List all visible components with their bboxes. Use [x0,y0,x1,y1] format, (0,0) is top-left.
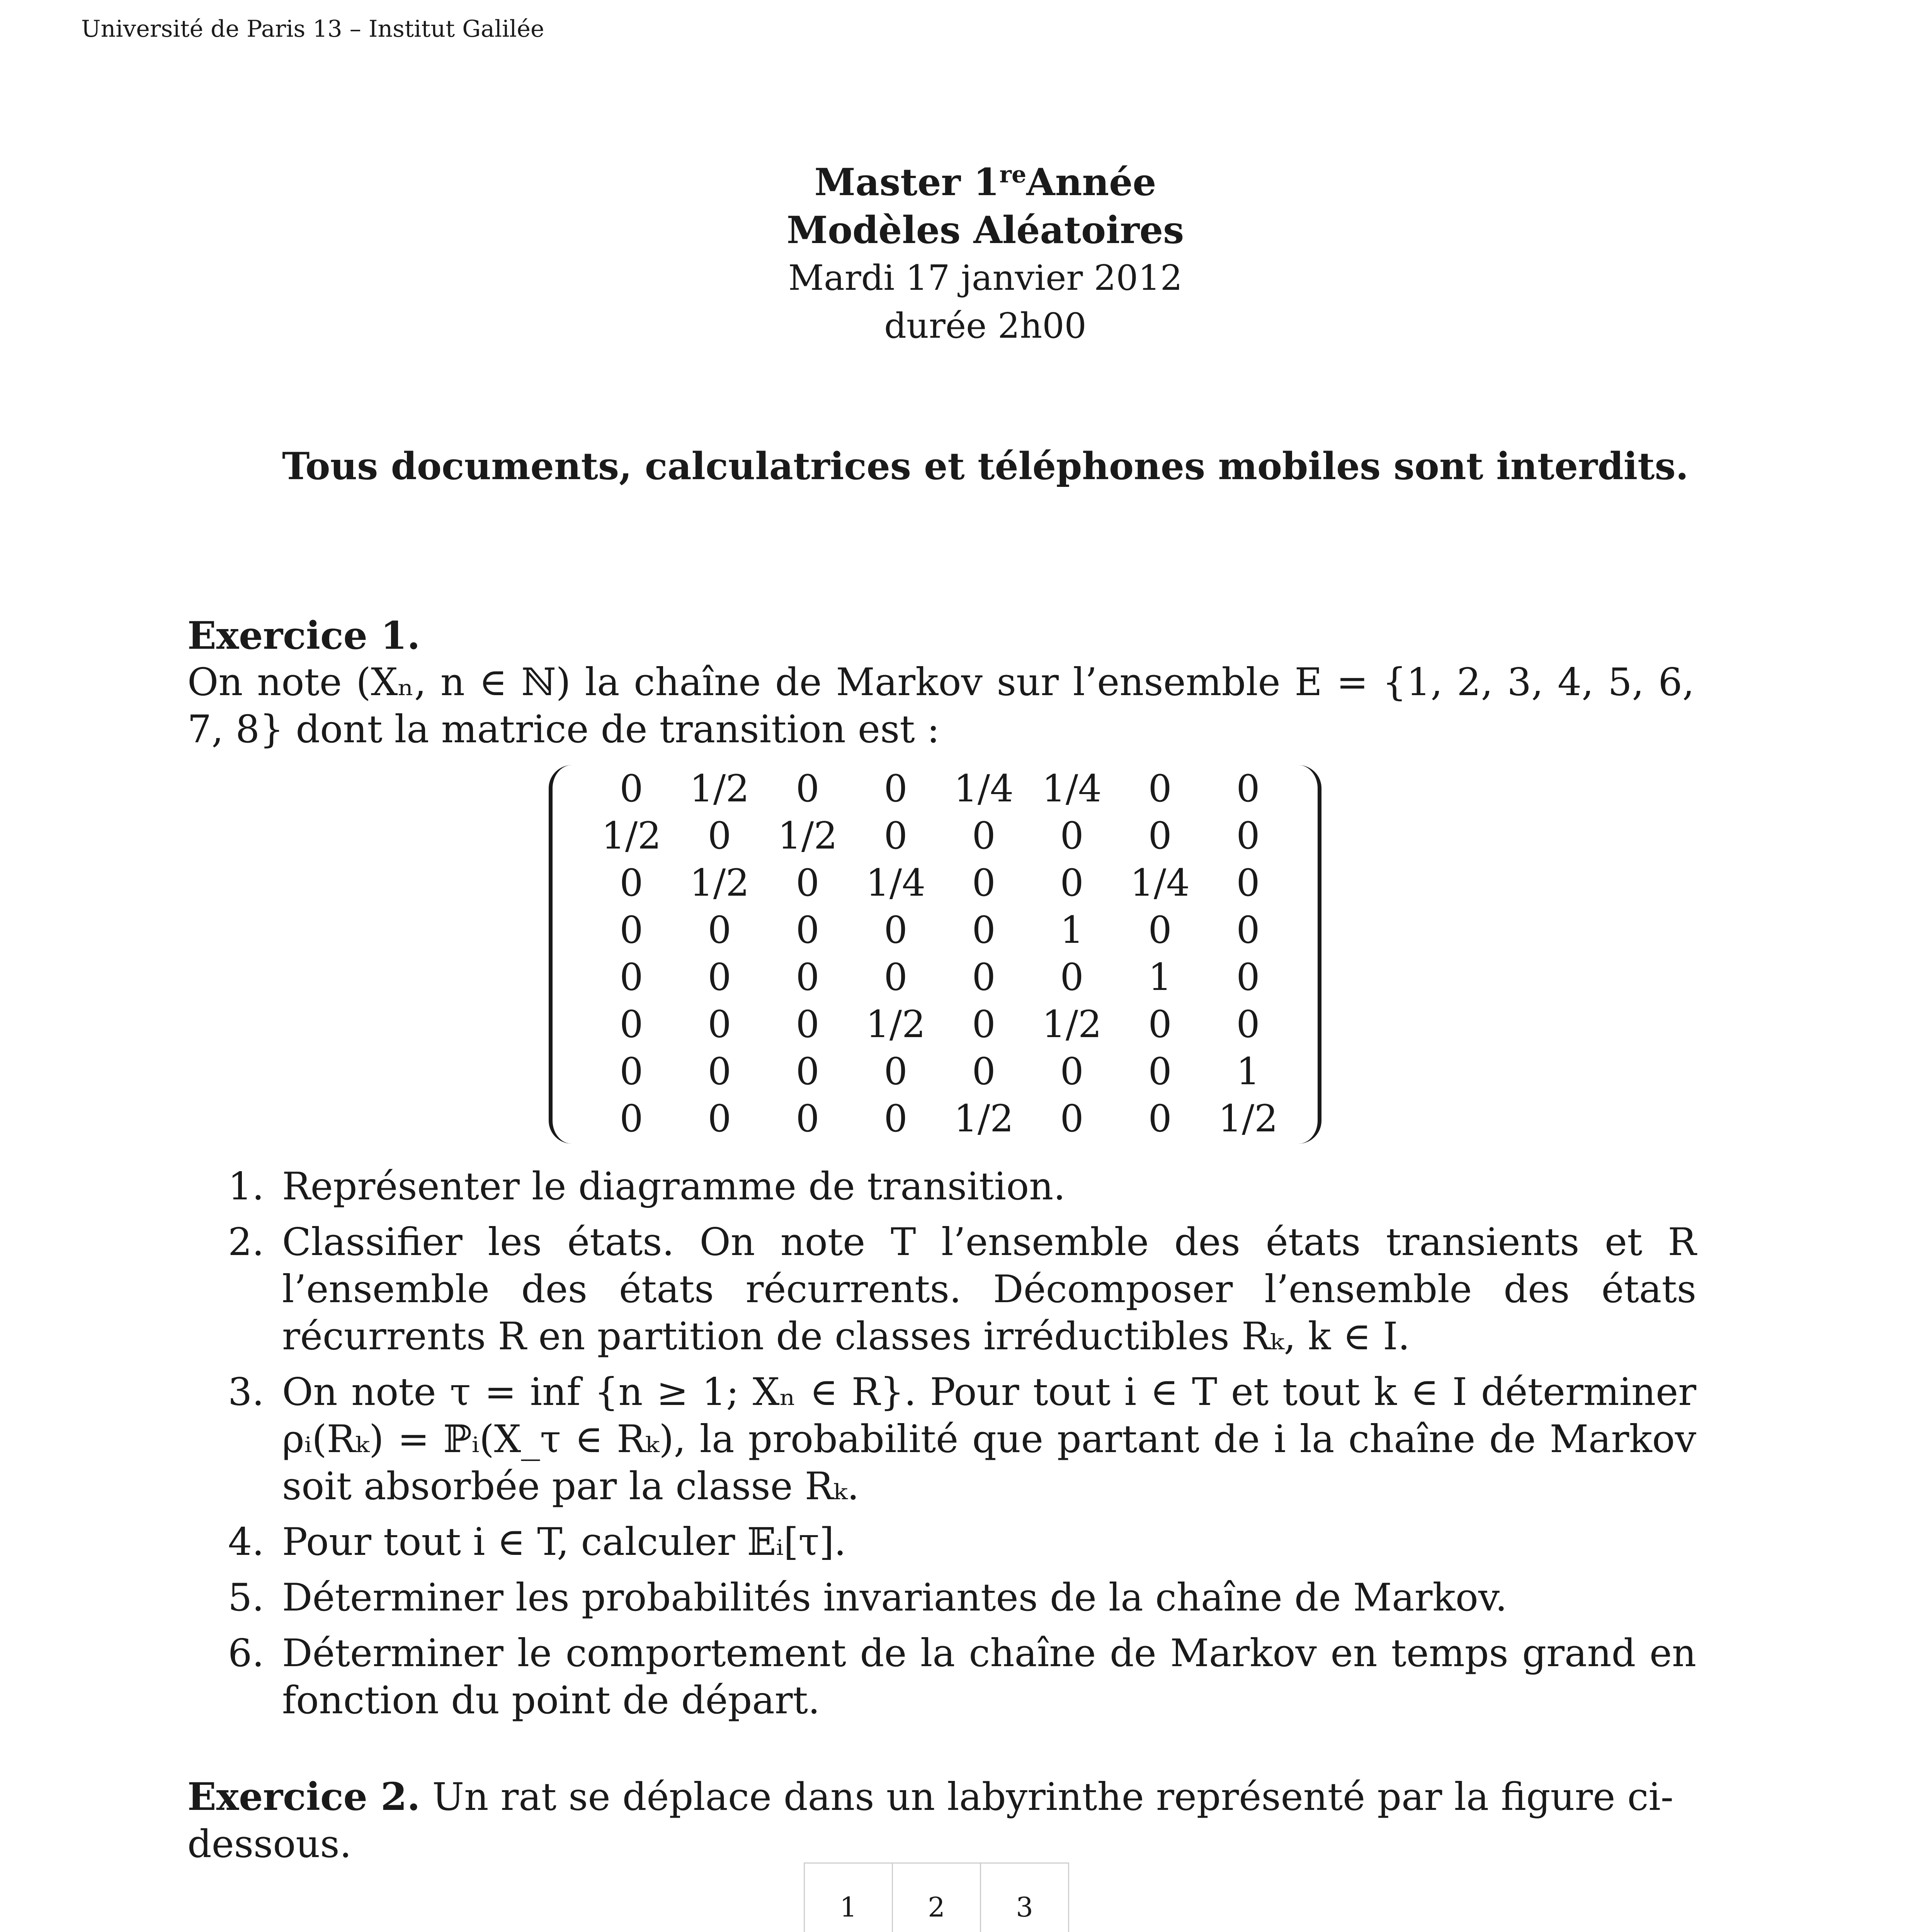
matrix-cell: 1/2 [689,861,750,905]
matrix-row [587,765,1292,812]
matrix-cell: 1/4 [954,767,1014,810]
maze-cell: 2 [893,1863,981,1932]
matrix-cell: 0 [707,1097,731,1140]
matrix-cell: 1/2 [954,1097,1014,1140]
matrix-cell: 0 [884,956,908,999]
matrix-table [587,765,1292,1142]
exercise1-intro: On note (Xₙ, n ∈ ℕ) la chaîne de Markov sur l’ensemble E = {1, 2, 3, 4, 5, 6, 7, 8} dont la matrice de transition est : [187,660,1694,752]
matrix-cell: 1/4 [1130,861,1190,905]
matrix-cell: 0 [884,1050,908,1093]
matrix-cell: 0 [1236,767,1260,810]
question-text: Classifier les états. On note T l’ensemble des états transients et R l’ensemble des états récurrents. Décomposer l’ensemble des états récurrents R en partition de classes irréductibles Rₖ, k ∈ I. [282,1220,1696,1359]
matrix-cell: 0 [1060,1050,1084,1093]
matrix-cell: 0 [884,908,908,952]
matrix-cell: 0 [1060,814,1084,857]
matrix-cell: 0 [796,1097,820,1140]
matrix-cell: 0 [972,1050,996,1093]
matrix-cell: 0 [1148,814,1172,857]
matrix-cell: 0 [884,1097,908,1140]
maze-figure [804,1862,1069,1932]
question-text: Pour tout i ∈ T, calculer 𝔼ᵢ[τ]. [282,1520,846,1564]
matrix-cell: 0 [1060,956,1084,999]
title-block [0,151,1932,350]
matrix-cell: 0 [1148,908,1172,952]
matrix-cell: 0 [1236,956,1260,999]
matrix-row [587,1095,1292,1142]
question-text: Déterminer les probabilités invariantes de la chaîne de Markov. [282,1576,1507,1620]
question-item [209,1519,1696,1566]
course-level: Master 1reAnnée [814,160,1156,204]
matrix-cell: 1 [1148,956,1172,999]
question-text: Déterminer le comportement de la chaîne de Markov en temps grand en fonction du point de départ. [282,1631,1696,1723]
matrix-cell: 0 [796,908,820,952]
maze-cell: 3 [981,1863,1069,1932]
maze-row [804,1863,1069,1932]
question-item [209,1630,1696,1724]
matrix-cell: 0 [619,1097,643,1140]
exercise2-title: Exercice 2. [187,1775,420,1819]
matrix-right-paren [1294,765,1321,1144]
question-item [209,1219,1696,1360]
matrix-cell: 1/4 [1042,767,1102,810]
matrix-cell: 0 [884,767,908,810]
question-number: 6. [228,1631,264,1675]
matrix-cell: 0 [619,1003,643,1046]
matrix-cell: 0 [796,1003,820,1046]
matrix-row [587,859,1292,906]
matrix-cell: 0 [1236,814,1260,857]
matrix-cell: 0 [619,1050,643,1093]
matrix-row [587,1001,1292,1048]
matrix-cell: 0 [1148,767,1172,810]
exam-rules-warning: Tous documents, calculatrices et téléphones mobiles sont interdits. [282,444,1689,488]
exam-duration: durée 2h00 [884,306,1087,346]
exercise2-intro: Un rat se déplace dans un labyrinthe représenté par la figure ci-dessous. [187,1775,1673,1866]
exercise1-title: Exercice 1. [187,614,420,658]
matrix-cell: 0 [1060,1097,1084,1140]
matrix-cell: 0 [1148,1097,1172,1140]
question-item [209,1163,1696,1210]
institution-header: Université de Paris 13 – Institut Galilée [81,15,544,43]
matrix-cell: 0 [972,814,996,857]
question-list [209,1163,1696,1733]
matrix-row [587,812,1292,859]
matrix-cell: 0 [707,908,731,952]
matrix-cell: 0 [972,956,996,999]
question-number: 3. [228,1370,264,1414]
matrix-row [587,906,1292,954]
matrix-cell: 1/2 [1042,1003,1102,1046]
matrix-cell: 1 [1060,908,1084,952]
question-item [209,1574,1696,1621]
matrix-cell: 0 [884,814,908,857]
matrix-cell: 1/4 [866,861,926,905]
matrix-cell: 0 [796,767,820,810]
matrix-cell: 0 [972,908,996,952]
matrix-row [587,954,1292,1001]
matrix-cell: 0 [796,861,820,905]
matrix-cell: 0 [619,956,643,999]
question-number: 1. [228,1165,264,1209]
matrix-cell: 0 [1236,1003,1260,1046]
question-number: 2. [228,1220,264,1264]
matrix-cell: 0 [619,767,643,810]
matrix-cell: 0 [972,1003,996,1046]
matrix-row [587,1048,1292,1095]
question-text: On note τ = inf {n ≥ 1; Xₙ ∈ R}. Pour tout i ∈ T et tout k ∈ I déterminer ρᵢ(Rₖ) = ℙᵢ(X_τ ∈ Rₖ), la probabilité que partant de i la chaîne de Markov soit absorbée par la classe Rₖ. [282,1370,1696,1509]
matrix-cell: 0 [796,1050,820,1093]
exercise2-statement [187,1774,1694,1868]
course-title: Modèles Aléatoires [786,208,1184,252]
matrix-cell: 0 [1236,908,1260,952]
question-text: Représenter le diagramme de transition. [282,1165,1066,1209]
matrix-cell: 1/2 [777,814,838,857]
matrix-cell: 1/2 [689,767,750,810]
matrix-cell: 1 [1236,1050,1260,1093]
question-item [209,1369,1696,1510]
matrix-cell: 0 [707,956,731,999]
matrix-cell: 0 [1236,861,1260,905]
matrix-cell: 0 [707,814,731,857]
matrix-left-paren [549,765,576,1144]
question-number: 5. [228,1576,264,1620]
maze-grid [804,1862,1069,1932]
matrix-cell: 0 [796,956,820,999]
transition-matrix [549,765,1321,1144]
maze-cell: 1 [804,1863,893,1932]
matrix-cell: 1/2 [866,1003,926,1046]
exam-date: Mardi 17 janvier 2012 [788,258,1183,298]
matrix-cell: 0 [972,861,996,905]
matrix-cell: 0 [619,908,643,952]
matrix-cell: 1/2 [601,814,662,857]
matrix-cell: 0 [707,1003,731,1046]
matrix-cell: 0 [707,1050,731,1093]
matrix-cell: 0 [1148,1003,1172,1046]
matrix-cell: 0 [1060,861,1084,905]
matrix-cell: 1/2 [1218,1097,1278,1140]
matrix-cell: 0 [619,861,643,905]
question-number: 4. [228,1520,264,1564]
matrix-cell: 0 [1148,1050,1172,1093]
